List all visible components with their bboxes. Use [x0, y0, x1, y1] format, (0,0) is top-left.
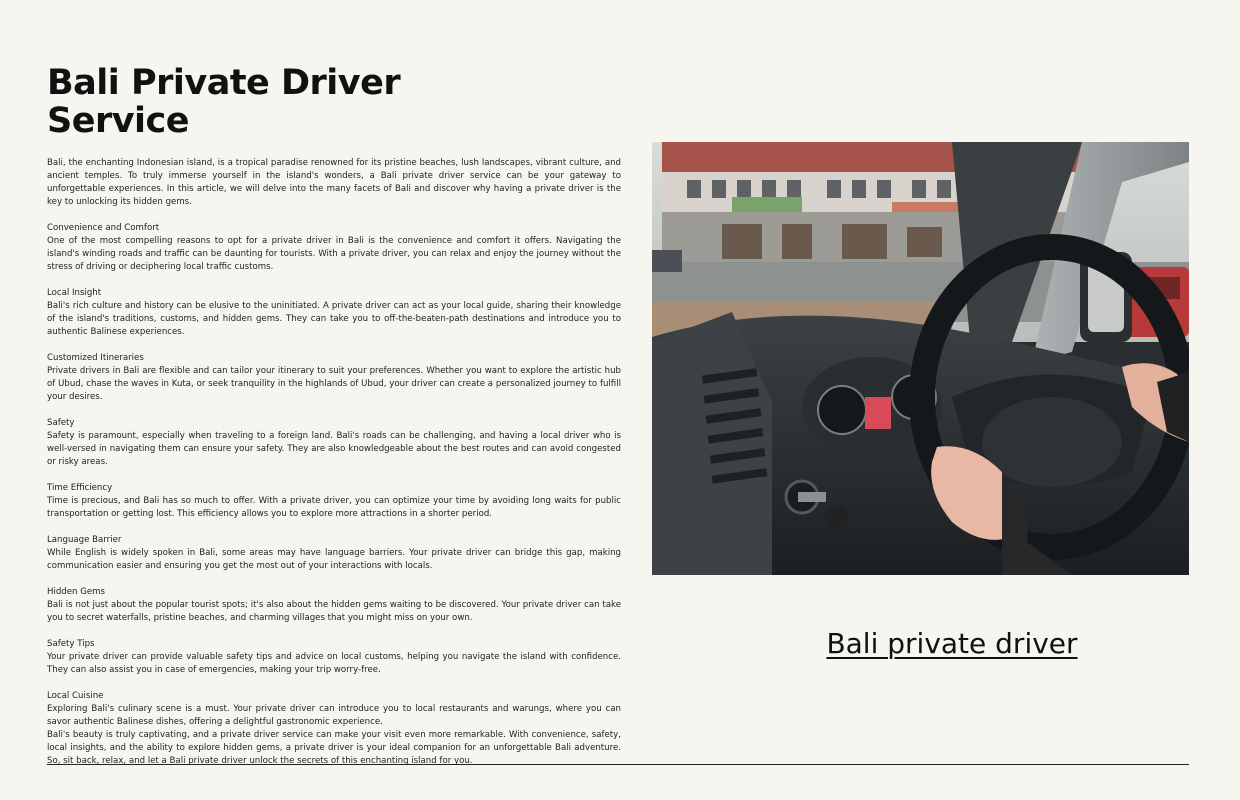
section-local-cuisine	[47, 690, 621, 768]
section-heading: Safety	[47, 418, 75, 428]
bottom-divider	[47, 764, 1189, 765]
section-hidden-gems	[47, 586, 621, 625]
section-customized-itineraries	[47, 352, 621, 404]
page-title: Bali Private Driver Service	[47, 63, 401, 141]
section-body: Safety is paramount, especially when traveling to a foreign land. Bali's roads can be challenging, and having a local driver who is well-versed in navigating them can ensure your safety. They are also knowledgeable about the best routes and can avoid congested or risky areas.	[47, 431, 621, 467]
section-body: One of the most compelling reasons to opt for a private driver in Bali is the convenience and comfort it offers. Navigating the island's winding roads and traffic can be daunting for tourists. With a private driver, you can relax and enjoy the journey without the stress of driving or deciphering local traffic customs.	[47, 236, 621, 272]
section-local-insight	[47, 287, 621, 339]
section-language-barrier	[47, 534, 621, 573]
section-body: While English is widely spoken in Bali, some areas may have language barriers. Your private driver can bridge this gap, making communication easier and ensuring you get the most out of your interactions with locals.	[47, 548, 621, 571]
section-time-efficiency	[47, 482, 621, 521]
bali-private-driver-link[interactable]: Bali private driver	[826, 627, 1078, 660]
section-heading: Hidden Gems	[47, 587, 106, 597]
section-heading: Local Cuisine	[47, 691, 104, 701]
section-body: Time is precious, and Bali has so much to offer. With a private driver, you can optimize your time by avoiding long waits for public transportation or getting lost. This efficiency allows you to explore more attractions in a shorter period.	[47, 496, 621, 519]
section-heading: Convenience and Comfort	[47, 223, 160, 233]
section-body: Bali is not just about the popular tourist spots; it's also about the hidden gems waiting to be discovered. Your private driver can take you to secret waterfalls, pristine beaches, and charming villages that you might miss on your own.	[47, 600, 621, 623]
section-heading: Time Efficiency	[47, 483, 113, 493]
section-body: Private drivers in Bali are flexible and can tailor your itinerary to suit your preferences. Whether you want to explore the artistic hub of Ubud, chase the waves in Kuta, or seek tranquility in the highlands of Ubud, your driver can create a personalized journey to fulfill your desires.	[47, 366, 621, 402]
section-heading: Safety Tips	[47, 639, 95, 649]
section-convenience	[47, 222, 621, 274]
section-safety-tips	[47, 638, 621, 677]
section-heading: Local Insight	[47, 288, 102, 298]
section-heading: Language Barrier	[47, 535, 122, 545]
section-body: Bali's rich culture and history can be elusive to the uninitiated. A private driver can act as your local guide, sharing their knowledge of the island's traditions, customs, and hidden gems. They can take you to off-the-beaten-path destinations and introduce you to authentic Balinese experiences.	[47, 301, 621, 337]
section-heading: Customized Itineraries	[47, 353, 144, 363]
section-body: Your private driver can provide valuable safety tips and advice on local customs, helping you navigate the island with confidence. They can also assist you in case of emergencies, making your trip worry-free.	[47, 652, 621, 675]
conclusion-paragraph: Bali's beauty is truly captivating, and a private driver service can make your visit even more remarkable. With convenience, safety, local insights, and the ability to explore hidden gems, a private driver is your ideal companion for an unforgettable Bali adventure. So, sit back, relax, and let a Bali private driver unlock the secrets of this enchanting island for you.	[47, 730, 621, 766]
article-body	[47, 157, 621, 768]
driver-steering-wheel-photo	[652, 142, 1189, 575]
intro-paragraph: Bali, the enchanting Indonesian island, is a tropical paradise renowned for its pristine beaches, lush landscapes, vibrant culture, and ancient temples. To truly immerse yourself in the island's wonders, a Bali private driver service can be your gateway to unforgettable experiences. In this article, we will delve into the many facets of Bali and discover why having a private driver is the key to unlocking its hidden gems.	[47, 158, 621, 207]
section-safety	[47, 417, 621, 469]
section-body: Exploring Bali's culinary scene is a must. Your private driver can introduce you to local restaurants and warungs, where you can savor authentic Balinese dishes, offering a delightful gastronomic experience.	[47, 704, 621, 727]
